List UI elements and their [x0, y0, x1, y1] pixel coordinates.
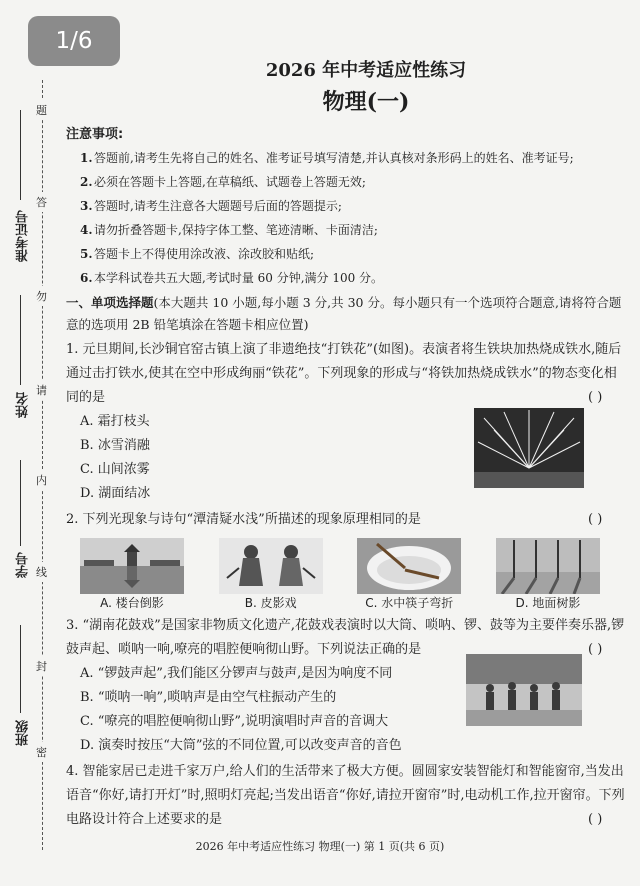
question-4-stem: 4. 智能家居已走进千家万户,给人们的生活带来了极大方便。圆圆家安装智能灯和智能窗帘,当发出语音“你好,请打开灯”时,照明灯亮起;当发出语音“你好,请拉开窗帘”时,电动机工作,拉开窗帘。下列电路设计符合上述要求的是 — [66, 764, 625, 827]
question-1-stem: 1. 元旦期间,长沙铜官窑古镇上演了非遗绝技“打铁花”(如图)。表演者将生铁块加热烧成铁水,随后通过击打铁水,使其在空中形成绚丽“铁花”。下列现象的形成与“将铁加热烧成铁水”的物态变化相同的是 — [66, 342, 622, 405]
flower-drum-opera-photo — [466, 654, 582, 726]
notice-item: 1. 答题前,请考生先将自己的姓名、准考证号填写清楚,并认真核对条形码上的姓名、准考证号; — [80, 151, 574, 165]
exam-title: 2026 年中考适应性练习 — [265, 60, 467, 81]
seal-char: 内 — [36, 470, 47, 490]
page-footer: 2026 年中考适应性练习 物理(一) 第 1 页(共 6 页) — [195, 840, 445, 853]
answer-paren: ( ) — [588, 642, 603, 657]
option-caption: B. 皮影戏 — [244, 596, 297, 610]
field-student-id-blank — [20, 460, 21, 546]
question-4 — [66, 760, 626, 832]
field-class-blank — [20, 625, 21, 713]
question-2-stem: 2. 下列光现象与诗句“潭清疑水浅”所描述的现象原理相同的是 — [66, 512, 421, 527]
option: D. 演奏时按压“大筒”弦的不同位置,可以改变声音的音色 — [80, 738, 402, 753]
option-caption: C. 水中筷子弯折 — [365, 596, 454, 610]
answer-paren: ( ) — [588, 512, 603, 527]
notice-item: 4. 请勿折叠答题卡,保持字体工整、笔迹清晰、卡面清洁; — [80, 223, 378, 237]
tree-shadow-photo — [496, 538, 600, 594]
field-exam-number-blank — [20, 110, 21, 200]
option: A. 霜打枝头 — [80, 414, 150, 429]
bent-chopstick-photo — [357, 538, 461, 594]
field-name-blank — [20, 295, 21, 385]
option-image-b — [219, 538, 323, 612]
notice-list — [66, 146, 626, 290]
question-1 — [66, 338, 626, 410]
pagoda-reflection-photo — [80, 538, 184, 594]
seal-char: 封 — [36, 656, 47, 676]
iron-flower-photo — [474, 408, 584, 488]
option: B. 冰雪消融 — [80, 438, 150, 453]
option: A. “锣鼓声起”,我们能区分锣声与鼓声,是因为响度不同 — [80, 666, 393, 681]
notice-item: 3. 答题时,请考生注意各大题题号后面的答题提示; — [80, 199, 342, 213]
notice-item: 5. 答题卡上不得使用涂改液、涂改胶和贴纸; — [80, 247, 315, 261]
notice-heading: 注意事项: — [66, 127, 124, 142]
option: D. 湖面结冰 — [80, 486, 151, 501]
seal-char: 线 — [36, 562, 47, 582]
question-2-images — [66, 538, 600, 612]
option-caption: A. 楼台倒影 — [100, 596, 164, 610]
option-image-c — [357, 538, 461, 612]
seal-char: 请 — [36, 380, 47, 400]
exam-page — [66, 56, 626, 832]
page-indicator-badge: 1/6 — [28, 16, 120, 66]
shadow-puppet-photo — [219, 538, 323, 594]
answer-paren: ( ) — [588, 812, 603, 827]
notice-item: 6. 本学科试卷共五大题,考试时量 60 分钟,满分 100 分。 — [80, 271, 384, 285]
seal-margin — [0, 80, 62, 850]
notice-item: 2. 必须在答题卡上答题,在草稿纸、试题卷上答题无效; — [80, 175, 366, 189]
seal-char: 勿 — [36, 286, 47, 306]
field-name-label: 姓名 — [16, 392, 31, 418]
option-image-d — [496, 538, 600, 612]
field-exam-number-label: 准考证号 — [16, 210, 31, 262]
exam-subtitle: 物理(一) — [322, 89, 410, 115]
seal-char: 答 — [36, 192, 47, 212]
field-class-label: 班级 — [16, 720, 31, 746]
option: C. “嘹亮的唱腔便响彻山野”,说明演唱时声音的音调大 — [80, 714, 389, 729]
option: B. “唢呐一响”,唢呐声是由空气柱振动产生的 — [80, 690, 337, 705]
question-2 — [66, 508, 626, 532]
seal-char: 题 — [36, 100, 47, 120]
question-3-stem: 3. “湖南花鼓戏”是国家非物质文化遗产,花鼓戏表演时以大筒、唢呐、锣、鼓等为主要伴奏乐器,锣鼓声起、唢呐一响,嘹亮的唱腔便响彻山野。下列说法正确的是 — [66, 618, 625, 657]
option-image-a — [80, 538, 184, 612]
seal-char: 密 — [36, 742, 47, 762]
section-heading: 一、单项选择题(本大题共 10 小题,每小题 3 分,共 30 分。每小题只有一个选项符合题意,请将符合题意的选项用 2B 铅笔填涂在答题卡相应位置) — [66, 295, 622, 332]
answer-paren: ( ) — [588, 390, 603, 405]
field-student-id-label: 学号 — [16, 552, 31, 578]
option: C. 山间浓雾 — [80, 462, 150, 477]
option-caption: D. 地面树影 — [515, 596, 581, 610]
